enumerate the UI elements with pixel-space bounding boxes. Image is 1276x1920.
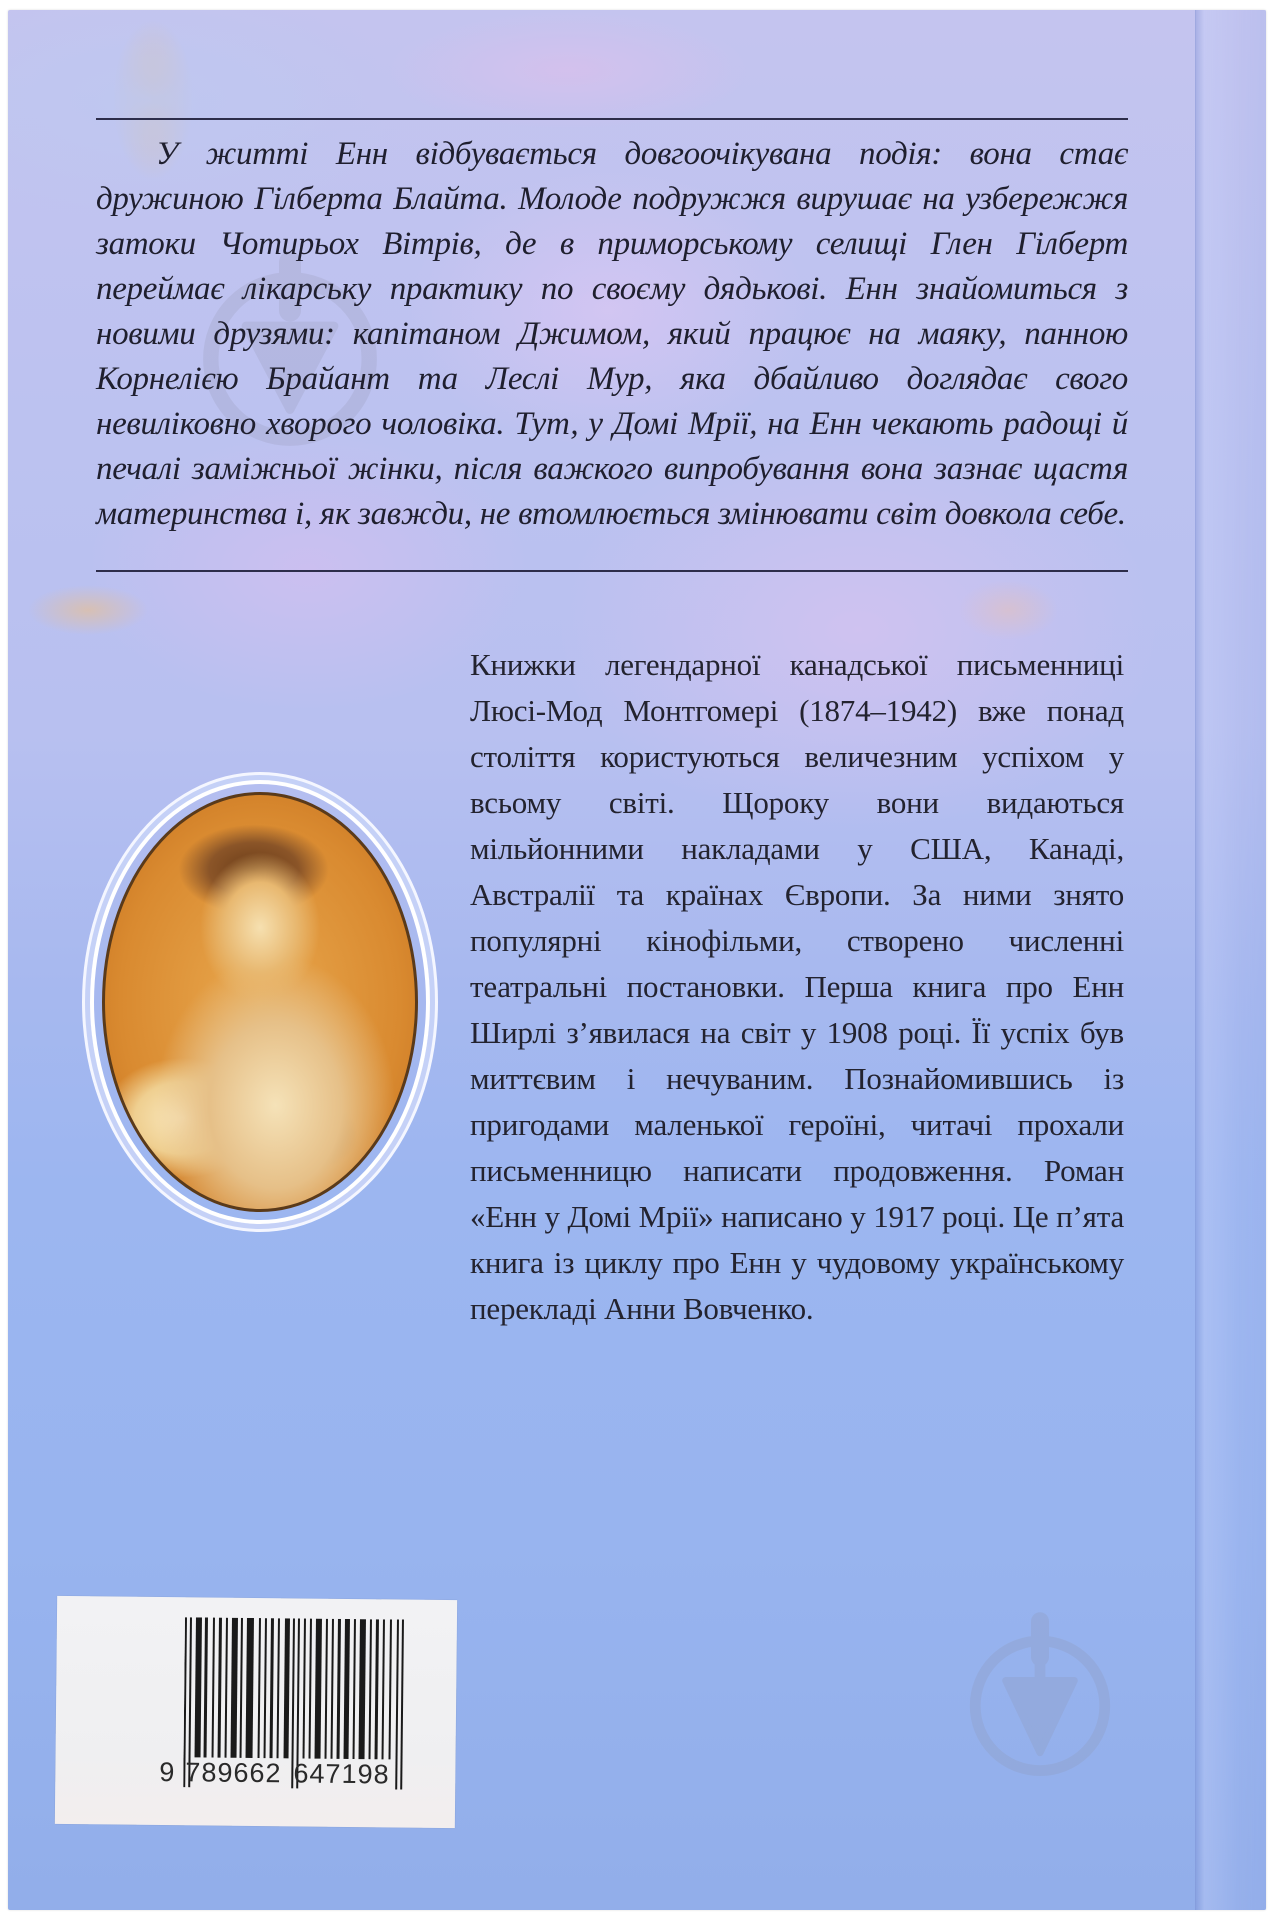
author-portrait-frame <box>90 780 430 1224</box>
bottom-divider-rule <box>96 570 1128 572</box>
trowel-circle-icon <box>950 1600 1130 1790</box>
isbn-group-1: 789662 <box>185 1757 282 1789</box>
book-back-cover <box>8 10 1266 1910</box>
author-bio: Книжки легендарної канадської письменниці Люсі-Мод Монтгомері (1874–1942) вже понад століття користуються величезним успіхом у всьому світі. Щороку вони видаються мільйонними накладами у США, Канаді, Австралії та країнах Європи. За ними знято популярні кінофільми, створено численні театральні постановки. Перша книга про Енн Ширлі з’явилася на світ у 1908 році. Її успіх був миттєвим і нечуваним. Познайомившись із пригодами маленької героїні, читачі прохали письменницю написати продовження. Роман «Енн у Домі Мрії» написано у 1917 році. Це п’ята книга із циклу про Енн у чудовому українському перекладі Анни Вовченко. <box>470 647 1124 1326</box>
book-spine-edge <box>1195 10 1266 1910</box>
isbn-number <box>159 1757 429 1791</box>
isbn-first-digit: 9 <box>159 1756 176 1788</box>
top-divider-rule <box>96 118 1128 120</box>
author-portrait <box>102 792 418 1212</box>
book-synopsis: У житті Енн відбувається довгоочікувана подія: вона стає дружиною Гілберта Блайта. Молоде подружжя вирушає на узбережжя затоки Чотирьох Вітрів, де в приморському селищі Глен Гілберт переймає лікарську практику по своєму дядькові. Енн знайомиться з новими друзями: капітаном Джимом, який працює на маяку, панною Корнелією Брайант та Леслі Мур, яка дбайливо доглядає свого невиліковно хворого чоловіка. Тут, у Домі Мрії, на Енн чекають радощі й печалі заміжньої жінки, після важкого випробування вона зазнає щастя материнства і, як завжди, не втомлюється змінювати світ довкола себе. <box>96 136 1128 532</box>
isbn-group-2: 647198 <box>293 1758 390 1790</box>
barcode-sticker <box>55 1596 457 1828</box>
